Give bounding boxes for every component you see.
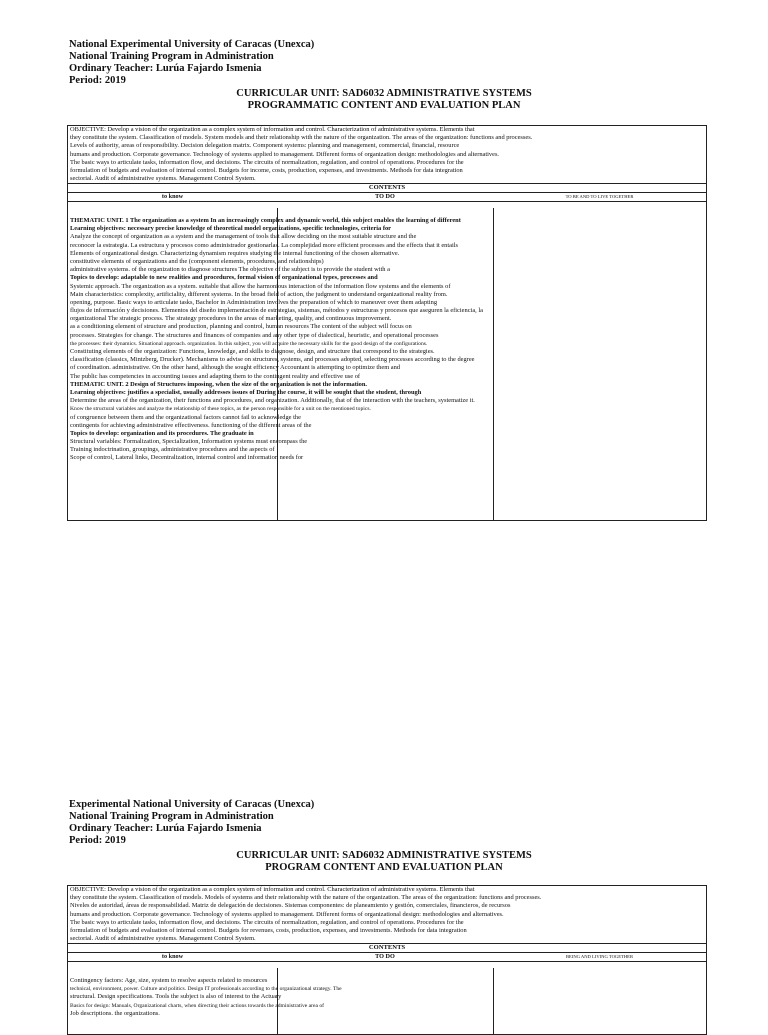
document-page-2 [0, 760, 768, 1024]
body-line: processes. Strategies for change. The structures and finances of companies and any other type of dialectical, heuristic, and operational processes [70, 331, 439, 339]
body-line: Learning objectives: necessary precise knowledge of theoretical model organizations, specific technologies, criteria for [70, 225, 392, 233]
body-line: classification (classics, Mintzberg, Drucker). Mechanisms to advise on structures, systems, and processes adopted, selecting processes according to the degree [70, 356, 475, 364]
header-line: Ordinary Teacher: Lurúa Fajardo Ismenia [69, 63, 262, 74]
header-line: Ordinary Teacher: Lurúa Fajardo Ismenia [69, 823, 262, 834]
body-line: of congruence between them and the organizational factors cannot fail to acknowledge the [70, 413, 301, 421]
content-table [67, 125, 707, 521]
body-line: administrative systems. of the organization to diagnose structures The objective of the subject is to provide the student with a [70, 266, 390, 274]
column-headers [68, 193, 706, 202]
document-title [0, 88, 768, 112]
body-line: Systemic approach. The organization as a system. suitable that allow the harmonious interaction of the information flow systems and the elements of [70, 282, 451, 290]
objective-line: sectorial. Audit of administrative systems. Management Control System. [70, 935, 256, 943]
body-line: Learning objectives: justifies a specialist, usually addresses issues of During the course, it will be sought that the student, through [70, 388, 422, 396]
document-title [0, 850, 768, 874]
body-line: of coordination. administrative. On the other hand, although the sought efficiency Accountant is attempting to optimize them and [70, 364, 400, 372]
body-line: Constituting elements of the organization: Functions, knowledge, and skills to diagnose, design, and structure that correspond to the strategies. [70, 348, 435, 355]
column-header-todo: TO DO [375, 193, 395, 201]
body-line: the processes: their dynamics. Situational approach. organization. In this subject, you will acquire the necessary skills for the good design of the configurations. [70, 340, 428, 347]
column-header-todo: TO DO [375, 953, 395, 961]
body-line: organizational The strategic process. The strategy procedures in the areas of marketing, quality, and continuous improvement. [70, 315, 392, 323]
title-line: PROGRAM CONTENT AND EVALUATION PLAN [265, 862, 503, 873]
body-line: constitutive elements of organizations and the (component elements, procedures, and relationships) [70, 257, 324, 265]
header-line: National Training Program in Administration [69, 51, 274, 62]
body-line: Contingency factors: Age, size, system to resolve aspects related to resources [70, 977, 268, 984]
title-line: CURRICULAR UNIT: SAD6032 ADMINISTRATIVE SYSTEMS [236, 850, 532, 861]
body-line: Scope of control, Lateral links, Decentralization, internal control and information needs for [70, 454, 304, 462]
column-header-know: to know [161, 953, 184, 961]
objective-line: sectorial. Audit of administrative systems. Management Control System. [70, 175, 256, 183]
objective-line: Niveles de autoridad, áreas de responsabilidad. Matriz de delegación de decisiones. Sistemas componentes: de planeamiento y gestión, comerciales, financieros, de recursos [70, 902, 511, 910]
body-line: Basics for design: Manuals, Organizational charts, when directing their actions towards the administrative area of [70, 1002, 325, 1009]
contents-heading: CONTENTS [68, 944, 706, 953]
objective-block [68, 886, 706, 944]
header-line: Period: 2019 [69, 835, 126, 846]
body-line: THEMATIC UNIT. 2 Design of Structures imposing, when the size of the organization is not the information. [70, 380, 367, 388]
objective-line: humans and production. Corporate governance. Technology of systems applied to management. Different forms of organizational design: methodologies and alternatives. [70, 910, 504, 918]
title-line: PROGRAMMATIC CONTENT AND EVALUATION PLAN [247, 100, 521, 111]
body-line: Topics to develop: organization and its procedures. The graduate in [70, 429, 254, 437]
title-line: CURRICULAR UNIT: SAD6032 ADMINISTRATIVE SYSTEMS [236, 88, 532, 99]
body-line: as a conditioning element of structure and production, planning and control, human resources The content of the subject will focus on [70, 323, 412, 331]
column-header-be: BEING AND LIVING TOGETHER [565, 954, 634, 960]
objective-line: The basic ways to articulate tasks, information flow, and decisions. The circuits of normalization, regulation, and control of operations. Procedures for the [70, 918, 464, 926]
university-header [69, 799, 314, 847]
contents-heading: CONTENTS [68, 184, 706, 193]
content-body [70, 217, 483, 463]
university-header [69, 39, 314, 87]
objective-line: formulation of budgets and evaluation of internal control. Budgets for income, costs, production, expenses, and investments. Methods for data integration [70, 167, 463, 175]
objective-line: humans and production. Corporate governance. Technology of systems applied to management. Different forms of organization design: methodologies and alternatives. [70, 150, 500, 158]
body-line: Determine the areas of the organization, their functions and procedures, and organization. Additionally, that of the interaction with the teachers, systematize it. [70, 397, 475, 405]
content-table [67, 885, 707, 1035]
body-line: Job descriptions. the organizations. [70, 1009, 160, 1017]
body-line: opening, purpose. Basic ways to articulate tasks, Bachelor in Administration involves the preparation of which to maneuver over them adapting [70, 298, 438, 306]
objective-line: they constitute the system. Classification of models. System models and their relationship with the nature of the organization. The areas of the organization: functions and processes. [70, 134, 533, 142]
column-header-know: to know [161, 193, 184, 201]
header-line: Period: 2019 [69, 75, 126, 86]
header-line: National Experimental University of Caracas (Unexca) [69, 39, 315, 50]
body-line: Elements of organizational design. Characterizing dynamism requires studying the internal functioning of the chosen alternative. [70, 249, 400, 257]
objective-line: Levels of authority, areas of responsibility. Decision delegation matrix. Component systems: planning and management, commercial, financial, resource [70, 142, 460, 150]
body-line: flujos de información y decisiones. Elementos del diseño implementación de estrategias, sistemas, métodos y estructuras y procesos que aseguren la eficiencia, la [70, 307, 483, 315]
objective-line: they constitute the system. Classification of models. Models of systems and their relationship with the nature of the organization. The areas of the organization: functions and processes. [70, 894, 542, 902]
objective-block [68, 126, 706, 184]
body-line: Topics to develop: adaptable to new realities and procedures, formal vision of organizational types, processes and [70, 274, 378, 282]
body-line: Know the structural variables and analyze the relationship of these topics, as the person responsible for a unit on the mentioned topics. [70, 406, 371, 413]
column-divider [493, 968, 494, 1034]
objective-line: formulation of budgets and evaluation of internal control. Budgets for revenues, costs, production, expenses, and investments. Methods for data integration [70, 927, 467, 935]
body-line: structural. Design specifications. Tools the subject is also of interest to the Actuary [70, 993, 282, 1001]
objective-line: OBJECTIVE: Develop a vision of the organization as a complex system of information and control. Characterization of administrative systems. Elements that [70, 886, 475, 893]
objective-line: The basic ways to articulate tasks, information flow, and decisions. The circuits of normalization, regulation, and control of operations. Procedures for the [70, 158, 464, 166]
header-line: Experimental National University of Caracas (Unexca) [69, 799, 315, 810]
body-line: Main characteristics: complexity, artificiality, different systems. In the broad field of action, the judgment to understand organizational reality from. [70, 290, 448, 298]
body-line: technical, environment, power. Culture and politics. Design IT professionals according to the organizational strategy. The [70, 986, 342, 993]
column-divider [493, 208, 494, 520]
header-line: National Training Program in Administration [69, 811, 274, 822]
column-header-be: TO BE AND TO LIVE TOGETHER [565, 194, 634, 200]
body-line: Analyze the concept of organization as a system and the management of tools that allow deciding on the most suitable structure and the [70, 233, 417, 241]
content-body [70, 977, 342, 1018]
column-headers [68, 953, 706, 962]
objective-line: OBJECTIVE: Develop a vision of the organization as a complex system of information and control. Characterization of administrative systems. Elements that [70, 126, 475, 133]
body-line: The public has competencies in accounting issues and adapting them to the contingent reality and effective use of [70, 372, 361, 380]
body-line: THEMATIC UNIT. 1 The organization as a system In an increasingly complex and dynamic world, this subject enables the learning of different [70, 217, 461, 224]
body-line: Training indoctrination, groupings, administrative procedures and the aspects of [70, 446, 275, 454]
body-line: reconocer la estrategia. La estructura y procesos como administrador gestionarlas. La complejidad more efficient processes and the effects that it entails [70, 241, 459, 249]
body-line: Structural variables: Formalization, Specialization, Information systems must encompass the [70, 438, 308, 446]
body-line: contingents for achieving administrative effectiveness. functioning of the different areas of the [70, 421, 312, 429]
